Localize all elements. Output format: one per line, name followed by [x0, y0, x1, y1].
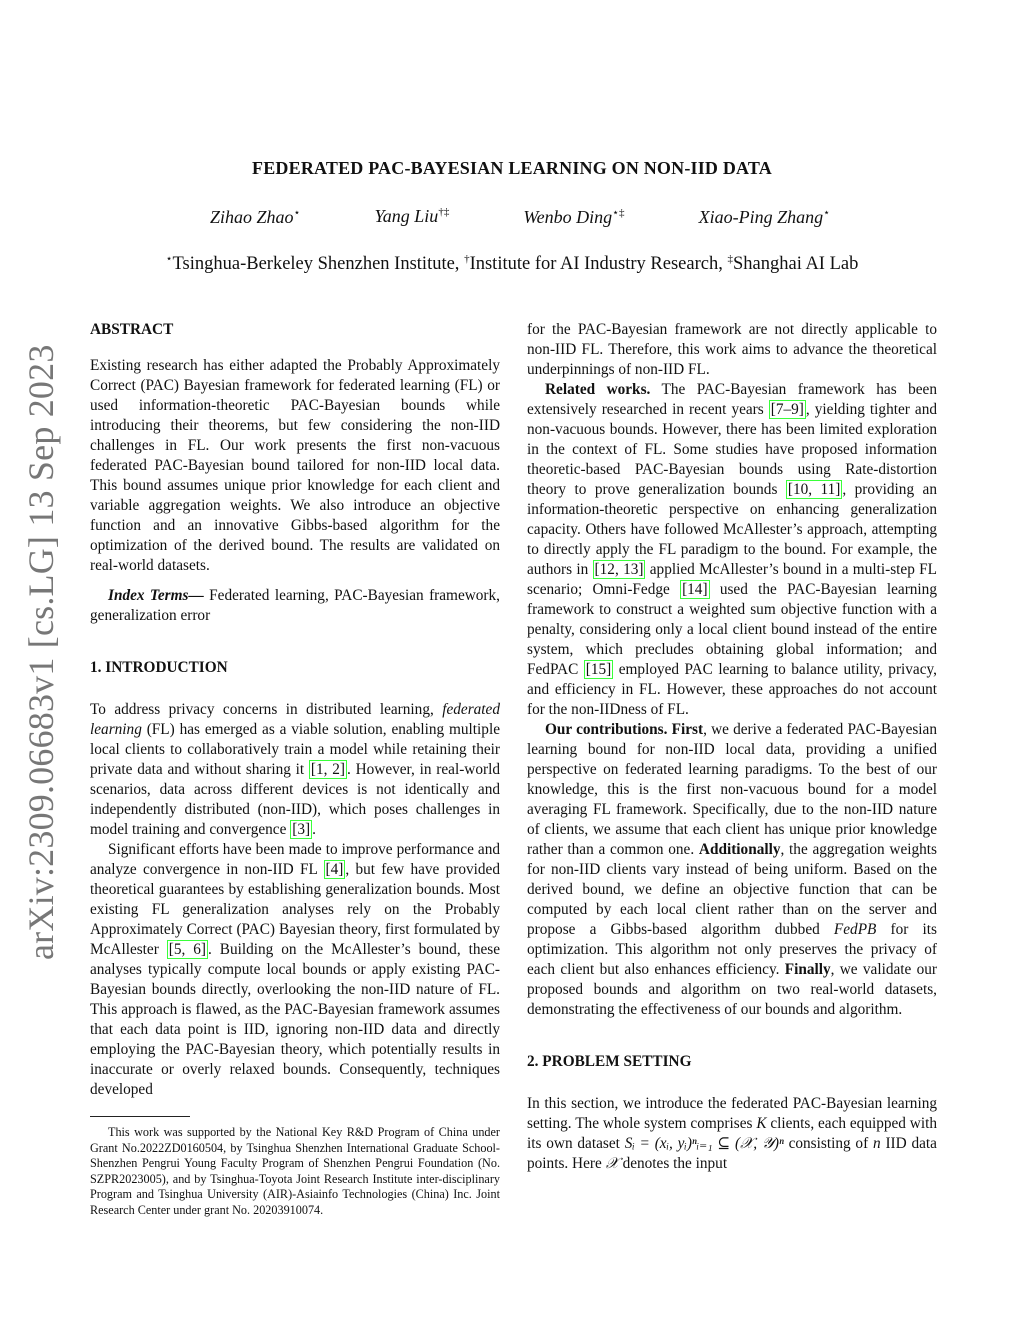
citation-link[interactable]: [7–9]	[770, 401, 804, 418]
affiliations: ⋆Tsinghua-Berkeley Shenzhen Institute, †Institute for AI Industry Research, ‡Shanghai AI Lab	[165, 253, 859, 275]
author: Yang Liu†‡	[374, 206, 450, 226]
arxiv-watermark: arXiv:2309.06683v1 [cs.LG] 13 Sep 2023	[21, 344, 61, 960]
related-works-paragraph: Related works. The PAC-Bayesian framework has been extensively researched in recent years [7–9] , yielding tighter and non-vacuous bounds. However, there has been limited exploration in the context of FL. Some studies have proposed information theoretic-based PAC-Bayesian bounds using Rate-distortion theory to prove generalization bounds [10, 11] , providing an information-theoretic perspective on enhancing generalization capacity. Others have followed McAllester’s approach, attempting to directly apply the FL paradigm to the bound. For example, the authors in [12, 13] applied McAllester’s bound in a multi-step FL scenario; Omni-Fedge [14] used the PAC-Bayesian learning framework to construct a weighted sum objective function with a penalty, considering only a local client bound instead of the entire system, which precludes obtaining global information; and FedPAC [15] employed PAC learning to balance utility, privacy, and efficiency in FL. However, these approaches do not account for the non-IIDness of FL.	[527, 381, 937, 718]
left-column	[90, 320, 500, 1218]
intro-paragraph-2: Significant efforts have been made to improve performance and analyze convergence in non-IID FL [4] , but few have provided theoretical guarantees by establishing generalization bounds. Most existing FL generalization analyses rely on the Probably Approximately Correct (PAC) Bayesian theory, first formulated by McAllester [5, 6] . Building on the McAllester’s bound, these analyses typically compute local bounds or apply existing PAC-Bayesian bounds directly, overlooking the non-IID nature of FL. This approach is flawed, as the PAC-Bayesian framework assumes that each data point is IID, ignoring non-IID data and directly employing the PAC-Bayesian theory, which potentially results in inaccurate or overly relaxed bounds. Consequently, techniques developed	[90, 841, 501, 1098]
author: Wenbo Ding⋆‡	[523, 207, 625, 227]
citation-link[interactable]: [10, 11]	[787, 481, 841, 498]
author: Xiao-Ping Zhang⋆	[698, 207, 830, 227]
citation-link[interactable]: [1, 2]	[310, 761, 345, 778]
paper-title: FEDERATED PAC-BAYESIAN LEARNING ON NON-IID DATA	[252, 158, 772, 178]
citation-link[interactable]: [12, 13]	[594, 561, 644, 578]
intro-paragraph-1: To address privacy concerns in distributed learning, federated learning (FL) has emerged as a viable solution, enabling multiple local clients to collaboratively train a model while retaining their private data and without sharing it [1, 2] . However, in real-world scenarios, data across different devices is not identically and independently distributed (non-IID), which poses challenges in model training and convergence [3] .	[90, 701, 500, 838]
citation-link[interactable]: [15]	[585, 661, 612, 678]
citation-link[interactable]: [4]	[325, 861, 344, 878]
footnote: This work was supported by the National Key R&D Program of China under Grant No.2022ZD0160504, by Tsinghua Shenzhen International Graduate School-Shenzhen Pengrui Young Faculty Program of Shenzhen Pengrui Foundation (No. SZPR2023005), and by Tsinghua-Toyota Joint Research Institute inter-disciplinary Program and Tsinghua University (AIR)-Asiainfo Technologies (China) Inc. Joint Research Center under grant No. 20203910074.	[90, 1125, 500, 1217]
right-column	[527, 320, 937, 1174]
index-terms: Index Terms— Federated learning, PAC-Bayesian framework, generalization error	[90, 587, 500, 624]
problem-setting-heading: 2. PROBLEM SETTING	[527, 1053, 692, 1070]
citation-link[interactable]: [3]	[292, 821, 311, 838]
abstract-text: Existing research has either adapted the Probably Approximately Correct (PAC) Bayesian framework for federated learning (FL) or used information-theoretic PAC-Bayesian bounds while introducing their theorems, but few considering the non-IID challenges in FL. Our work presents the first non-vacuous federated PAC-Bayesian bound tailored for non-IID local data. This bound assumes unique prior knowledge for each client and variable aggregation weights. We also introduce an objective function and an innovative Gibbs-based algorithm for the optimization of the derived bound. The results are validated on real-world datasets.	[90, 357, 500, 574]
author: Zihao Zhao⋆	[210, 207, 301, 227]
citation-link[interactable]: [5, 6]	[168, 941, 206, 958]
abstract-heading: ABSTRACT	[90, 321, 174, 338]
contributions-paragraph: Our contributions. First, we derive a federated PAC-Bayesian learning bound for non-IID local data, providing a unified perspective on federated learning paradigms. To the best of our knowledge, this is the first non-vacuous bound for a model averaging FL framework. Specifically, due to the non-IID nature of clients, we assume that each client has unique prior knowledge rather than a common one. Additionally, the aggregation weights for non-IID clients vary instead of being uniform. Based on the derived bound, we define an objective function that can be computed by each local client rather than on the server and propose a Gibbs-based algorithm dubbed FedPB for its optimization. This algorithm not only preserves the privacy of each client but also enhances efficiency. Finally, we validate our proposed bounds and algorithm on two real-world datasets, demonstrating the effectiveness of our bounds and algorithm.	[527, 721, 937, 1018]
intro-heading: 1. INTRODUCTION	[90, 659, 228, 676]
problem-setting-paragraph: In this section, we introduce the federated PAC-Bayesian learning setting. The whole system comprises K clients, each equipped with its own dataset Sᵢ = (xᵢ, yᵢ)ⁿᵢ₌₁ ⊆ (𝒳, 𝒴)ⁿ consisting of n IID data points. Here 𝒳 denotes the input	[527, 1095, 938, 1172]
continued-paragraph: for the PAC-Bayesian framework are not directly applicable to non-IID FL. Therefore, this work aims to advance the theoretical underpinnings of non-IID FL.	[527, 321, 937, 378]
footnote-divider	[90, 1116, 190, 1117]
author-list	[210, 206, 830, 228]
citation-link[interactable]: [14]	[682, 581, 708, 598]
